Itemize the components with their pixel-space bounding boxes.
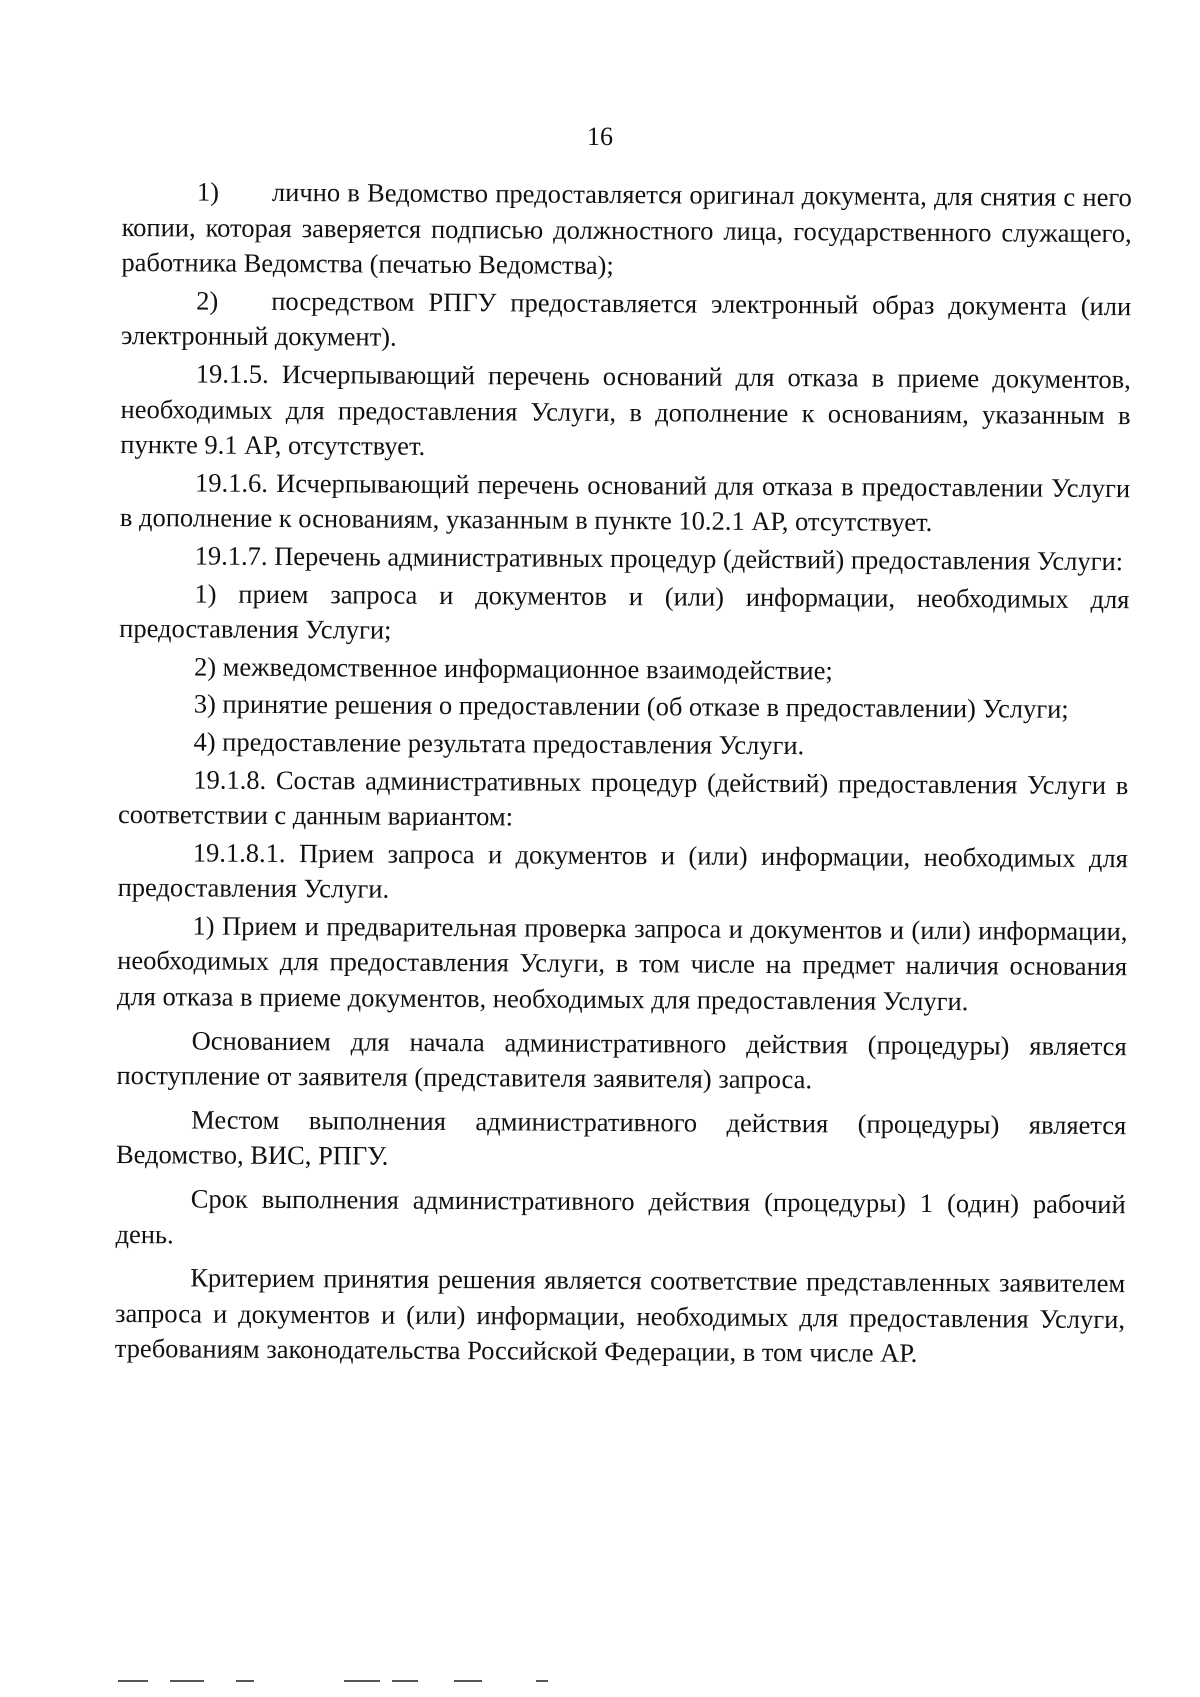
- paragraph-19-1-6: 19.1.6. Исчерпывающий перечень оснований для отказа в предоставлении Услуги в дополнение к основаниям, указанным в пункте 10.2.1 АР, отсутствует.: [119, 467, 1131, 538]
- paragraph-19-1-5: 19.1.5. Исчерпывающий перечень оснований для отказа в приеме документов, необходимых для предоставления Услуги, в дополнение к основаниям, указанным в пункте 9.1 АР, отсутствует.: [120, 358, 1131, 462]
- page-number: 16: [587, 122, 613, 151]
- paragraph-19-1-7: 19.1.7. Перечень административных процедур (действий) предоставления Услуги:: [194, 540, 1124, 577]
- document-body: [115, 174, 1132, 1375]
- procedure-list-item-1: 1) прием запроса и документов и (или) информации, необходимых для предоставления Услуги;: [119, 577, 1130, 645]
- scan-footer-marks: [0, 1680, 1200, 1690]
- paragraph-item-1: 1) лично в Ведомство предоставляется оригинал документа, для снятия с него копии, которая заверяется подписью должностного лица, государственного служащего, работника Ведомства (печатью Ведомства);: [121, 176, 1132, 281]
- paragraph-19-1-8: 19.1.8. Состав административных процедур (действий) предоставления Услуги в соответствии с данным вариантом:: [117, 763, 1129, 832]
- procedure-list-item-3: 3) принятие решения о предоставлении (об отказе в предоставлении) Услуги;: [193, 688, 1069, 725]
- procedure-list-item-2: 2) межведомственное информационное взаимодействие;: [193, 651, 833, 686]
- paragraph-19-1-8-1: 19.1.8.1. Прием запроса и документов и (или) информации, необходимых для предоставления Услуги.: [117, 837, 1128, 904]
- paragraph-place: Местом выполнения административного действия (процедуры) является Ведомство, ВИС, РПГУ.: [115, 1104, 1127, 1172]
- paragraph-criterion: Критерием принятия решения является соответствие представленных заявителем запроса и документов и (или) информации, необходимых для предоставления Услуги, требованиям законодательства Российской Федерации, в том числе АР.: [114, 1262, 1126, 1369]
- paragraph-reception-check: 1) Прием и предварительная проверка запроса и документов и (или) информации, необходимых для предоставления Услуги, в том числе на предмет наличия основания для отказа в приеме документов, необходимых для предоставления Услуги.: [116, 910, 1128, 1017]
- paragraph-term: Срок выполнения административного действия (процедуры) 1 (один) рабочий день.: [115, 1183, 1126, 1249]
- paragraph-item-2: 2) посредством РПГУ предоставляется электронный образ документа (или электронный документ).: [120, 285, 1132, 353]
- paragraph-basis: Основанием для начала административного действия (процедуры) является поступление от заявителя (представителя заявителя) запроса.: [116, 1025, 1127, 1095]
- procedure-list-item-4: 4) предоставление результата предоставления Услуги.: [193, 726, 805, 761]
